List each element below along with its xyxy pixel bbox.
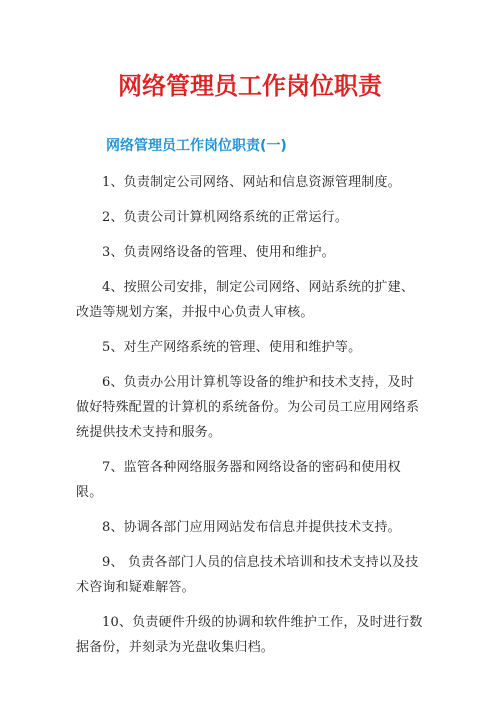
duty-item-4: 4、按照公司安排，制定公司网络、网站系统的扩建、改造等规划方案，并报中心负责人审核。 bbox=[76, 280, 415, 320]
document-title: 网络管理员工作岗位职责 bbox=[118, 72, 382, 100]
duty-item-3: 3、负责网络设备的管理、使用和维护。 bbox=[102, 245, 335, 260]
duty-item-5: 5、对生产网络系统的管理、使用和维护等。 bbox=[102, 340, 362, 355]
section-subtitle: 网络管理员工作岗位职责(一) bbox=[106, 138, 287, 154]
duty-list bbox=[76, 170, 426, 670]
duty-item-2: 2、负责公司计算机网络系统的正常运行。 bbox=[102, 210, 349, 225]
duty-item-6: 6、负责办公用计算机等设备的维护和技术支持，及时做好特殊配置的计算机的系统备份。为公司员工应用网络系统提供技术支持和服务。 bbox=[76, 375, 420, 440]
duty-item-9: 9、 负责各部门人员的信息技术培训和技术支持以及技术咨询和疑难解答。 bbox=[76, 555, 419, 595]
duty-item-10: 10、负责硬件升级的协调和软件维护工作，及时进行数据备份，并刻录为光盘收集归档。 bbox=[76, 615, 423, 655]
duty-item-7: 7、监管各种网络服务器和网络设备的密码和使用权限。 bbox=[76, 460, 401, 500]
duty-item-8: 8、协调各部门应用网站发布信息并提供技术支持。 bbox=[102, 520, 401, 535]
duty-item-1: 1、负责制定公司网络、网站和信息资源管理制度。 bbox=[102, 175, 401, 190]
